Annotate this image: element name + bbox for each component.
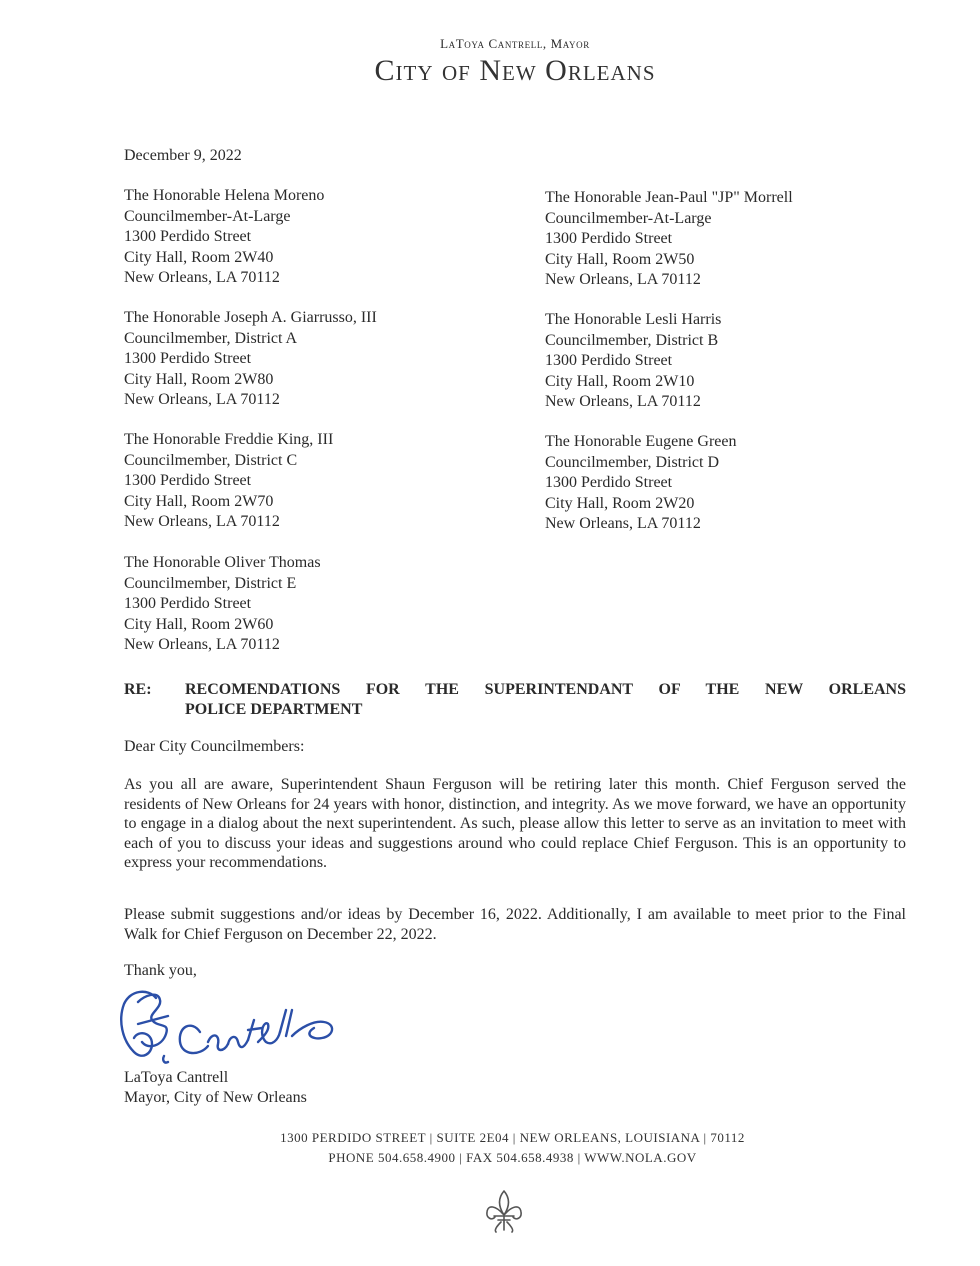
recipient-title: Councilmember-At-Large <box>124 207 291 225</box>
recipient-room: City Hall, Room 2W80 <box>124 370 274 388</box>
recipient-street: 1300 Perdido Street <box>545 474 673 492</box>
recipient-block-moreno <box>124 186 324 289</box>
recipient-city: New Orleans, LA 70112 <box>545 515 701 533</box>
recipient-city: New Orleans, LA 70112 <box>124 513 280 531</box>
recipient-block-giarrusso <box>124 308 377 411</box>
recipient-city: New Orleans, LA 70112 <box>124 391 280 409</box>
recipient-title: Councilmember-At-Large <box>545 209 712 227</box>
closing: Thank you, <box>124 962 197 979</box>
footer-address <box>0 1128 980 1168</box>
recipient-room: City Hall, Room 2W60 <box>124 615 274 633</box>
recipient-street: 1300 Perdido Street <box>124 350 252 368</box>
signature-graphic <box>108 980 358 1070</box>
recipient-room: City Hall, Room 2W20 <box>545 494 695 512</box>
recipient-block-king <box>124 430 333 533</box>
recipient-street: 1300 Perdido Street <box>545 230 673 248</box>
footer-line-1: 1300 PERDIDO STREET | SUITE 2E04 | NEW ORLEANS, LOUISIANA | 70112 <box>280 1130 745 1145</box>
recipient-title: Councilmember, District A <box>124 329 298 347</box>
recipient-block-morrell <box>545 188 793 291</box>
recipient-street: 1300 Perdido Street <box>124 472 252 490</box>
subject-text-line-1: RECOMENDATIONS FOR THE SUPERINTENDANT OF THE NEW ORLEANS <box>185 681 906 698</box>
recipient-name: The Honorable Eugene Green <box>545 433 737 450</box>
letter-date: December 9, 2022 <box>124 147 242 164</box>
mayor-name-heading: LaToya Cantrell, Mayor <box>440 36 590 51</box>
recipient-street: 1300 Perdido Street <box>545 352 673 370</box>
signer-title: Mayor, City of New Orleans <box>124 1089 307 1106</box>
recipient-name: The Honorable Oliver Thomas <box>124 554 321 571</box>
recipient-name: The Honorable Freddie King, III <box>124 431 334 448</box>
subject-text-line-2: POLICE DEPARTMENT <box>185 701 363 718</box>
body-paragraph-1: As you all are aware, Superintendent Shaun Ferguson will be retiring later this month. Chief Ferguson served the residents of New Orleans for 24 years with honor, distinction, and integrity. As we move forward, we have an opportunity to engage in a dialog about the next superintendent. As such, please allow this letter to serve as an invitation to meet with each of you to discuss your ideas and suggestions around who could replace Chief Ferguson. This is an opportunity to express your recommendations. <box>124 776 906 872</box>
recipient-block-thomas <box>124 553 321 656</box>
recipient-name: The Honorable Lesli Harris <box>545 311 722 328</box>
recipient-title: Councilmember, District E <box>124 574 297 592</box>
subject-label: RE: <box>124 681 152 698</box>
recipient-city: New Orleans, LA 70112 <box>124 269 280 287</box>
salutation: Dear City Councilmembers: <box>124 738 305 755</box>
letterhead <box>0 36 980 88</box>
recipient-block-green <box>545 432 736 535</box>
recipient-title: Councilmember, District C <box>124 451 298 469</box>
recipient-city: New Orleans, LA 70112 <box>545 393 701 411</box>
recipient-name: The Honorable Joseph A. Giarrusso, III <box>124 309 377 326</box>
recipient-room: City Hall, Room 2W70 <box>124 492 274 510</box>
recipient-street: 1300 Perdido Street <box>124 228 252 246</box>
footer-line-2: PHONE 504.658.4900 | FAX 504.658.4938 | WWW.NOLA.GOV <box>328 1150 697 1165</box>
signer-block <box>124 1068 307 1108</box>
signer-name: LaToya Cantrell <box>124 1069 229 1086</box>
recipient-city: New Orleans, LA 70112 <box>545 271 701 289</box>
recipient-title: Councilmember, District D <box>545 453 719 471</box>
recipient-name: The Honorable Helena Moreno <box>124 187 325 204</box>
recipient-title: Councilmember, District B <box>545 331 719 349</box>
recipient-room: City Hall, Room 2W10 <box>545 372 695 390</box>
recipient-room: City Hall, Room 2W40 <box>124 248 274 266</box>
recipient-city: New Orleans, LA 70112 <box>124 636 280 654</box>
recipient-block-harris <box>545 310 721 413</box>
body-paragraph-2: Please submit suggestions and/or ideas by December 16, 2022. Additionally, I am available to meet prior to the Final Walk for Chief Ferguson on December 22, 2022. <box>124 906 906 943</box>
recipient-room: City Hall, Room 2W50 <box>545 250 695 268</box>
city-title: City of New Orleans <box>374 54 656 87</box>
recipient-name: The Honorable Jean-Paul "JP" Morrell <box>545 189 793 206</box>
subject-line <box>124 680 906 720</box>
fleur-de-lis-icon <box>484 1188 524 1234</box>
recipient-street: 1300 Perdido Street <box>124 595 252 613</box>
